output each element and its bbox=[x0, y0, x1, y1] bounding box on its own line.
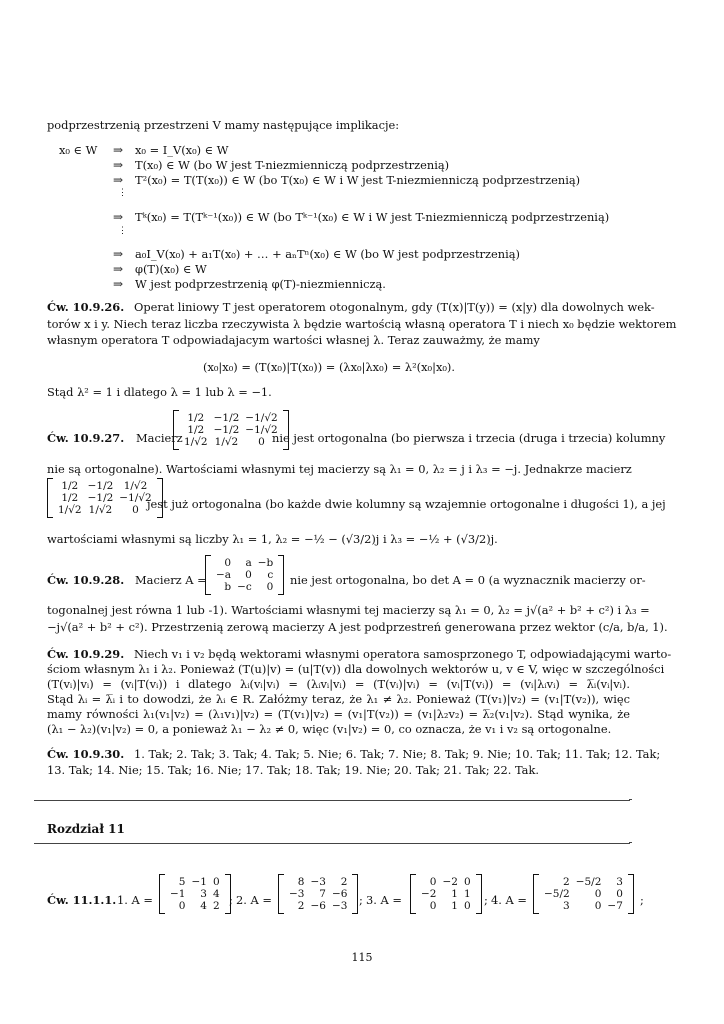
matrix-cell: b bbox=[224, 581, 232, 593]
matrix-cell: 4 bbox=[200, 900, 207, 912]
matrix-cell: −b bbox=[257, 557, 274, 569]
paragraph-line: Operat liniowy T jest operatorem otogonalnym, gdy (T(x)|T(y)) = (x|y) dla dowolnych wek- bbox=[134, 300, 655, 314]
horizontal-rule bbox=[34, 843, 630, 844]
implies-arrow: ⇒ bbox=[113, 247, 124, 261]
matrix-cell: a bbox=[245, 557, 252, 569]
implication-step: Tᵏ(x₀) = T(Tᵏ⁻¹(x₀)) ∈ W (bo Tᵏ⁻¹(x₀) ∈ W i W jest T-niezmienniczą podprzestrzenią) bbox=[135, 210, 610, 224]
matrix-cell: −2 bbox=[421, 888, 437, 900]
matrix-cell: 7 bbox=[319, 888, 326, 900]
inline-text: Macierz bbox=[136, 431, 183, 445]
exercise-label: Ćw. 11.1.1. bbox=[47, 893, 117, 907]
matrix bbox=[205, 555, 284, 595]
matrix-cell: 0 bbox=[594, 888, 602, 900]
matrix-cell: 1/2 bbox=[61, 480, 79, 492]
matrix-cell: 1/√2 bbox=[184, 436, 208, 448]
matrix-cell: −1/2 bbox=[87, 480, 114, 492]
inline-text: jest już ortogonalna (bo każde dwie kolumny są wzajemnie ortogonalne i długości 1), a jej bbox=[147, 497, 666, 511]
matrix-cell: 3 bbox=[200, 888, 207, 900]
matrix-cell: 1/√2 bbox=[123, 480, 148, 492]
matrix-cell: 3 bbox=[563, 900, 570, 912]
matrix-cell: 1/√2 bbox=[214, 436, 239, 448]
matrix-cell: 8 bbox=[297, 876, 305, 888]
paragraph-line: wartościami własnymi są liczby λ₁ = 1, λ₂ = −½ − (√3/2)j i λ₃ = −½ + (√3/2)j. bbox=[47, 532, 498, 546]
paragraph-line: Stąd λ² = 1 i dlatego λ = 1 lub λ = −1. bbox=[47, 385, 272, 399]
paragraph-line: Stąd λᵢ = λ̅ᵢ i to dowodzi, że λᵢ ∈ R. Załóżmy teraz, że λ₁ ≠ λ₂. Ponieważ (T(v₁)|v₂) = (v₁|T(v₂)), więc bbox=[47, 692, 630, 706]
matrix-cell: 1 bbox=[451, 888, 458, 900]
inline-text: nie jest ortogonalna (bo pierwsza i trzecia (druga i trzecia) kolumny bbox=[272, 431, 666, 445]
exercise-label: Ćw. 10.9.26. bbox=[47, 300, 125, 314]
paragraph-line: ściom własnym λ₁ i λ₂. Ponieważ (T(u)|v) = (u|T(v)) dla dowolnych wektorów u, v ∈ V, więc w szczególności bbox=[47, 662, 665, 676]
paragraph-line: własnym operatora T odpowiadajacym wartości własnej λ. Teraz zauważmy, że mamy bbox=[47, 333, 540, 347]
paragraph-line: (λ₁ − λ₂)(v₁|v₂) = 0, a ponieważ λ₁ − λ₂ ≠ 0, więc (v₁|v₂) = 0, co oznacza, że v₁ i v₂ są ortogonalne. bbox=[47, 722, 612, 736]
paragraph-line: Niech v₁ i v₂ będą wektorami własnymi operatora samosprzonego T, odpowiadającymi warto- bbox=[134, 647, 672, 661]
chapter-title: Rozdział 11 bbox=[47, 822, 125, 836]
matrix-cell: −1/2 bbox=[213, 412, 240, 424]
intro-line: podprzestrzenią przestrzeni V mamy następujące implikacje: bbox=[47, 118, 400, 132]
matrix-cell: c bbox=[267, 569, 274, 581]
matrix-prefix: 3. A = bbox=[366, 893, 402, 907]
matrix-cell: 0 bbox=[266, 581, 274, 593]
matrix-cell: 3 bbox=[616, 876, 623, 888]
exercise-label: Ćw. 10.9.30. bbox=[47, 747, 125, 761]
paragraph-line: torów x i y. Niech teraz liczba rzeczywista λ będzie wartością własną operatora T i niech x₀ będzie wektorem bbox=[47, 317, 677, 331]
exercise-label: Ćw. 10.9.27. bbox=[47, 431, 125, 445]
matrix-cell: 0 bbox=[463, 876, 471, 888]
matrix-cell: 2 bbox=[297, 900, 305, 912]
matrix-cell: 2 bbox=[212, 900, 220, 912]
horizontal-rule bbox=[34, 800, 630, 801]
matrix-cell: −1 bbox=[170, 888, 186, 900]
matrix-cell: −5/2 bbox=[575, 876, 602, 888]
matrix-cell: −1/√2 bbox=[119, 492, 152, 504]
matrix-cell: 0 bbox=[463, 900, 471, 912]
matrix-cell: 4 bbox=[212, 888, 220, 900]
matrix-prefix: 1. A = bbox=[117, 893, 153, 907]
exercise-label: Ćw. 10.9.29. bbox=[47, 647, 125, 661]
matrix-cell: −7 bbox=[607, 900, 623, 912]
implication-step: W jest podprzestrzenią φ(T)-niezmienniczą. bbox=[135, 277, 386, 291]
implication-step: x₀ = I_V(x₀) ∈ W bbox=[135, 143, 229, 157]
matrix-cell: −6 bbox=[310, 900, 326, 912]
matrix-prefix: 2. A = bbox=[236, 893, 272, 907]
matrix-cell: 0 bbox=[212, 876, 220, 888]
implication-step: a₀I_V(x₀) + a₁T(x₀) + … + aₙTⁿ(x₀) ∈ W (bo W jest podprzestrzenią) bbox=[135, 247, 520, 261]
matrix-cell: 0 bbox=[132, 504, 139, 516]
display-equation: (x₀|x₀) = (T(x₀)|T(x₀)) = (λx₀|λx₀) = λ²(x₀|x₀). bbox=[203, 360, 455, 374]
matrix bbox=[278, 874, 358, 914]
matrix-cell: 1/2 bbox=[61, 492, 79, 504]
matrix-cell: 0 bbox=[429, 900, 437, 912]
matrix-cell: −1/√2 bbox=[245, 412, 278, 424]
inline-text: Macierz A = bbox=[135, 573, 207, 587]
paragraph-line: 1. Tak; 2. Tak; 3. Tak; 4. Tak; 5. Nie; 6. Tak; 7. Nie; 8. Tak; 9. Nie; 10. Tak; 11. Tak; 12. Tak; bbox=[134, 747, 661, 761]
paragraph-line: −j√(a² + b² + c²). Przestrzenią zerową macierzy A jest podprzestreń generowana przez wektor (c/a, b/a, 1). bbox=[47, 620, 668, 634]
separator: ; bbox=[640, 893, 644, 907]
matrix-cell: 0 bbox=[224, 557, 232, 569]
matrix bbox=[410, 874, 482, 914]
implies-arrow: ⇒ bbox=[113, 262, 124, 276]
matrix-cell: 0 bbox=[258, 436, 265, 448]
matrix-cell: −1/2 bbox=[87, 492, 114, 504]
matrix-cell: −3 bbox=[289, 888, 305, 900]
matrix-prefix: 4. A = bbox=[491, 893, 527, 907]
matrix-cell: 1 bbox=[463, 888, 471, 900]
matrix-cell: −6 bbox=[331, 888, 348, 900]
matrix-cell: 5 bbox=[178, 876, 186, 888]
implies-arrow: ⇒ bbox=[113, 143, 124, 157]
matrix bbox=[47, 478, 163, 518]
matrix-cell: −3 bbox=[310, 876, 326, 888]
matrix-cell: 0 bbox=[245, 569, 252, 581]
paragraph-line: (T(vᵢ)|vᵢ) = (vᵢ|T(vᵢ)) i dlatego λᵢ(vᵢ|vᵢ) = (λᵢvᵢ|vᵢ) = (T(vᵢ)|vᵢ) = (vᵢ|T(vᵢ)) = (vᵢ|λᵢvᵢ) = λ̅ᵢ(vᵢ|vᵢ). bbox=[47, 677, 630, 691]
matrix bbox=[533, 874, 634, 914]
matrix-cell: 1/2 bbox=[187, 424, 205, 436]
matrix-cell: 2 bbox=[563, 876, 570, 888]
matrix-cell: 0 bbox=[178, 900, 186, 912]
matrix-cell: −a bbox=[216, 569, 232, 581]
matrix-cell: 1/√2 bbox=[58, 504, 82, 516]
exercise-label: Ćw. 10.9.28. bbox=[47, 573, 125, 587]
matrix-cell: −2 bbox=[442, 876, 458, 888]
separator: ; bbox=[484, 893, 488, 907]
implication-step: T(x₀) ∈ W (bo W jest T-niezmienniczą podprzestrzenią) bbox=[135, 158, 450, 172]
paragraph-line: nie są ortogonalne). Wartościami własnymi tej macierzy są λ₁ = 0, λ₂ = j i λ₃ = −j. Jednakrze macierz bbox=[47, 462, 632, 476]
matrix-cell: 1/√2 bbox=[88, 504, 113, 516]
matrix-cell: 2 bbox=[340, 876, 348, 888]
inline-text: nie jest ortogonalna, bo det A = 0 (a wyznacznik macierzy or- bbox=[290, 573, 646, 587]
separator: ; bbox=[359, 893, 363, 907]
implies-arrow: ⇒ bbox=[113, 210, 124, 224]
matrix-cell: 1/2 bbox=[187, 412, 205, 424]
implication-premise: x₀ ∈ W bbox=[59, 143, 98, 157]
matrix-cell: −1/2 bbox=[213, 424, 240, 436]
matrix-cell: 1 bbox=[451, 900, 458, 912]
matrix-cell: −c bbox=[237, 581, 252, 593]
matrix-cell: −5/2 bbox=[544, 888, 570, 900]
paragraph-line: togonalnej jest równa 1 lub -1). Wartościami własnymi tej macierzy są λ₁ = 0, λ₂ = j√(a² + b² + c²) i λ₃ = bbox=[47, 603, 650, 617]
implication-step: φ(T)(x₀) ∈ W bbox=[135, 262, 207, 276]
implication-step: T²(x₀) = T(T(x₀)) ∈ W (bo T(x₀) ∈ W i W jest T-niezmienniczą podprzestrzenią) bbox=[135, 173, 581, 187]
page-number: 115 bbox=[351, 951, 373, 964]
matrix-cell: −1/√2 bbox=[245, 424, 278, 436]
matrix-cell: −1 bbox=[191, 876, 207, 888]
implies-arrow: ⇒ bbox=[113, 277, 124, 291]
paragraph-line: 13. Tak; 14. Nie; 15. Tak; 16. Nie; 17. Tak; 18. Tak; 19. Nie; 20. Tak; 21. Tak; 22. Tak. bbox=[47, 763, 539, 777]
implies-arrow: ⇒ bbox=[113, 173, 124, 187]
matrix-cell: −3 bbox=[331, 900, 348, 912]
matrix bbox=[159, 874, 231, 914]
implies-arrow: ⇒ bbox=[113, 158, 124, 172]
vertical-dots: ⋮ bbox=[118, 226, 127, 236]
matrix-cell: 0 bbox=[616, 888, 623, 900]
separator: ; bbox=[229, 893, 233, 907]
paragraph-line: mamy równości λ₁(v₁|v₂) = (λ₁v₁)|v₂) = (T(v₁)|v₂) = (v₁|T(v₂)) = (v₁|λ₂v₂) = λ̅₂(v₁|v₂). Stąd wynika, że bbox=[47, 707, 630, 721]
matrix-cell: 0 bbox=[429, 876, 437, 888]
vertical-dots: ⋮ bbox=[118, 188, 127, 198]
matrix-cell: 0 bbox=[594, 900, 602, 912]
